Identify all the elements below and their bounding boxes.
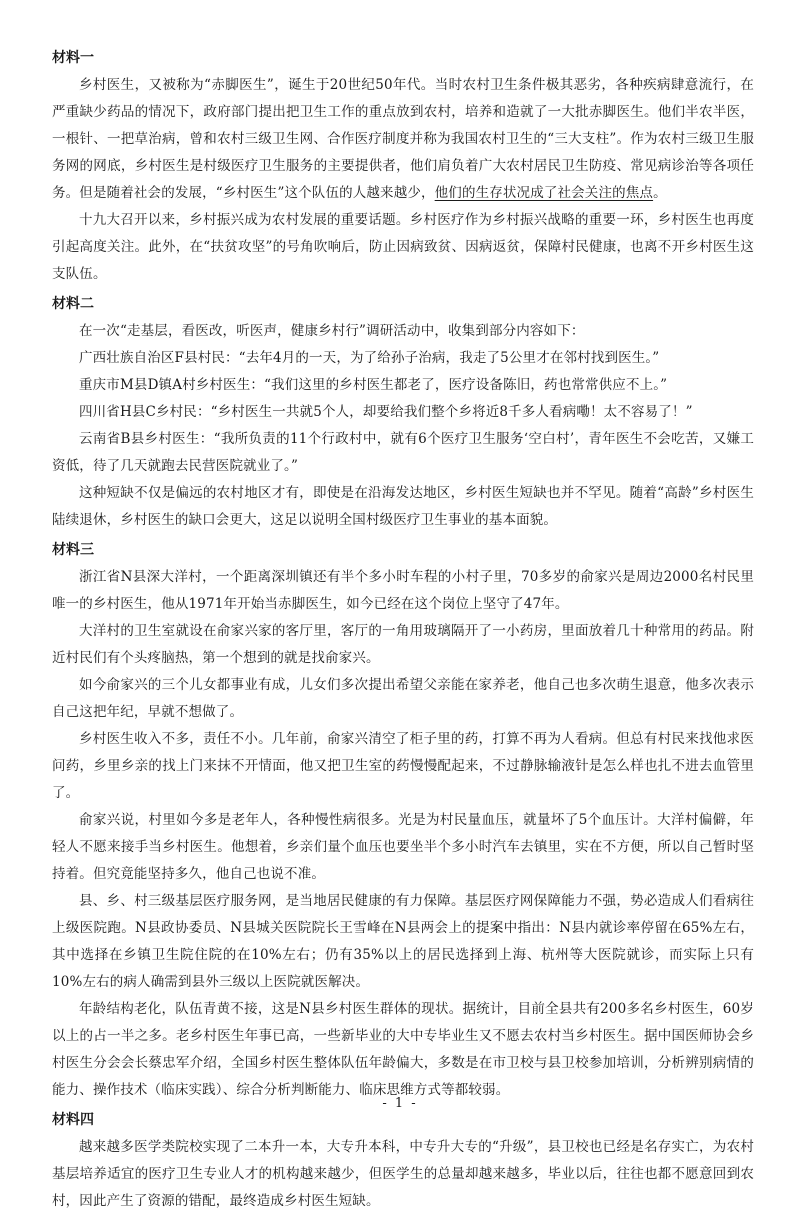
material-3-paragraph-3: 如今俞家兴的三个儿女都事业有成，儿女们多次提出希望父亲能在家养老，他自己也多次萌生退意，他多次表示自己这把年纪，早就不想做了。 <box>52 677 754 720</box>
material-2-quote-2: 重庆市M县D镇A村乡村医生：“我们这里的乡村医生都老了，医疗设备陈旧，药也常常供应不上。” <box>79 377 668 393</box>
material-2-heading: 材料二 <box>52 296 94 312</box>
material-3-paragraph-7: 年龄结构老化，队伍青黄不接，这是N县乡村医生群体的现状。据统计，目前全县共有200多名乡村医生，60岁以上的占一半之多。老乡村医生年事已高，一些新毕业的大中专毕业生又不愿去农村当乡村医生。据中国医师协会乡村医生分会会长蔡忠军介绍，全国乡村医生整体队伍年龄偏大，多数是在市卫校与县卫校参加培训，分析辨别病情的能力、操作技术（临床实践）、综合分析判断能力、临床思维方式等都较弱。 <box>52 1001 754 1098</box>
material-1-heading: 材料一 <box>52 50 94 66</box>
material-2-paragraph-6: 这种短缺不仅是偏远的农村地区才有，即使是在沿海发达地区，乡村医生短缺也并不罕见。随着“高龄”乡村医生陆续退休，乡村医生的缺口会更大，这足以说明全国村级医疗卫生事业的基本面貌。 <box>52 485 754 528</box>
material-3-paragraph-5: 俞家兴说，村里如今多是老年人，各种慢性病很多。光是为村民量血压，就量坏了5个血压计。大洋村偏僻，年轻人不愿来接手当乡村医生。他想着，乡亲们量个血压也要坐半个多小时汽车去镇里，实在不方便，所以自己暂时坚持着。但究竟能坚持多久，他自己也说不准。 <box>52 812 754 882</box>
paragraph-text: 。 <box>653 185 667 201</box>
material-4-heading: 材料四 <box>52 1112 94 1128</box>
material-1-paragraph-1 <box>52 72 754 207</box>
material-4-paragraph-1: 越来越多医学类院校实现了二本升一本，大专升本科，中专升大专的“升级”，县卫校也已经是名存实亡，为农村基层培养适宜的医疗卫生专业人才的机构越来越少，但医学生的总量却越来越多，毕业以后，往往也都不愿意回到农村，因此产生了资源的错配，最终造成乡村医生短缺。 <box>52 1139 754 1209</box>
material-3-paragraph-4: 乡村医生收入不多，责任不小。几年前，俞家兴清空了柜子里的药，打算不再为人看病。但总有村民来找他求医问药，乡里乡亲的找上门来抹不开情面，他又把卫生室的药慢慢配起来，不过静脉输液针是怎么样也扎不进去血管里了。 <box>52 731 754 801</box>
document-body <box>52 42 754 1215</box>
material-2-quote-3: 四川省H县C乡村民：“乡村医生一共就5个人，却要给我们整个乡将近8千多人看病嘞！太不容易了！” <box>79 404 693 420</box>
material-1-paragraph-2: 十九大召开以来，乡村振兴成为农村发展的重要话题。乡村医疗作为乡村振兴战略的重要一环，乡村医生也再度引起高度关注。此外，在“扶贫攻坚”的号角吹响后，防止因病致贫、因病返贫，保障村民健康，也离不开乡村医生这支队伍。 <box>52 212 754 282</box>
paragraph-text: 乡村医生，又被称为“赤脚医生”，诞生于20世纪50年代。当时农村卫生条件极其恶劣，各种疾病肆意流行，在严重缺少药品的情况下，政府部门提出把卫生工作的重点放到农村，培养和造就了一大批赤脚医生。他们半农半医，一根针、一把草治病，曾和农村三级卫生网、合作医疗制度并称为我国农村卫生的“三大支柱”。作为农村三级卫生服务网的网底，乡村医生是村级医疗卫生服务的主要提供者，他们肩负着广大农村居民卫生防疫、常见病诊治等各项任务。但是随着社会的发展，“乡村医生”这个队伍的人越来越少， <box>52 77 754 201</box>
page-number: - 1 - <box>382 1096 418 1111</box>
material-3-paragraph-6: 县、乡、村三级基层医疗服务网，是当地居民健康的有力保障。基层医疗网保障能力不强，势必造成人们看病往上级医院跑。N县政协委员、N县城关医院院长王雪峰在N县两会上的提案中指出：N县内就诊率停留在65%左右，其中选择在乡镇卫生院住院的在10%左右；仍有35%以上的居民选择到上海、杭州等大医院就诊，而实际上只有10%左右的病人确需到县外三级以上医院就医解决。 <box>52 893 754 990</box>
material-2-paragraph-1: 在一次“走基层，看医改，听医声，健康乡村行”调研活动中，收集到部分内容如下： <box>79 323 585 339</box>
material-2-quote-1: 广西壮族自治区F县村民：“去年4月的一天，为了给孙子治病，我走了5公里才在邻村找到医生。” <box>79 350 660 366</box>
material-3-paragraph-2: 大洋村的卫生室就设在俞家兴家的客厅里，客厅的一角用玻璃隔开了一小药房，里面放着几十种常用的药品。附近村民们有个头疼脑热，第一个想到的就是找俞家兴。 <box>52 623 754 666</box>
material-2-quote-4: 云南省B县乡村医生：“我所负责的11个行政村中，就有6个医疗卫生服务‘空白村’，青年医生不会吃苦，又嫌工资低，待了几天就跑去民营医院就业了。” <box>52 431 754 474</box>
material-3-heading: 材料三 <box>52 542 94 558</box>
underlined-text: 他们的生存状况成了社会关注的焦点 <box>434 185 654 201</box>
material-3-paragraph-1: 浙江省N县深大洋村，一个距离深圳镇还有半个多小时车程的小村子里，70多岁的俞家兴是周边2000名村民里唯一的乡村医生，他从1971年开始当赤脚医生，如今已经在这个岗位上坚守了47年。 <box>52 569 754 612</box>
